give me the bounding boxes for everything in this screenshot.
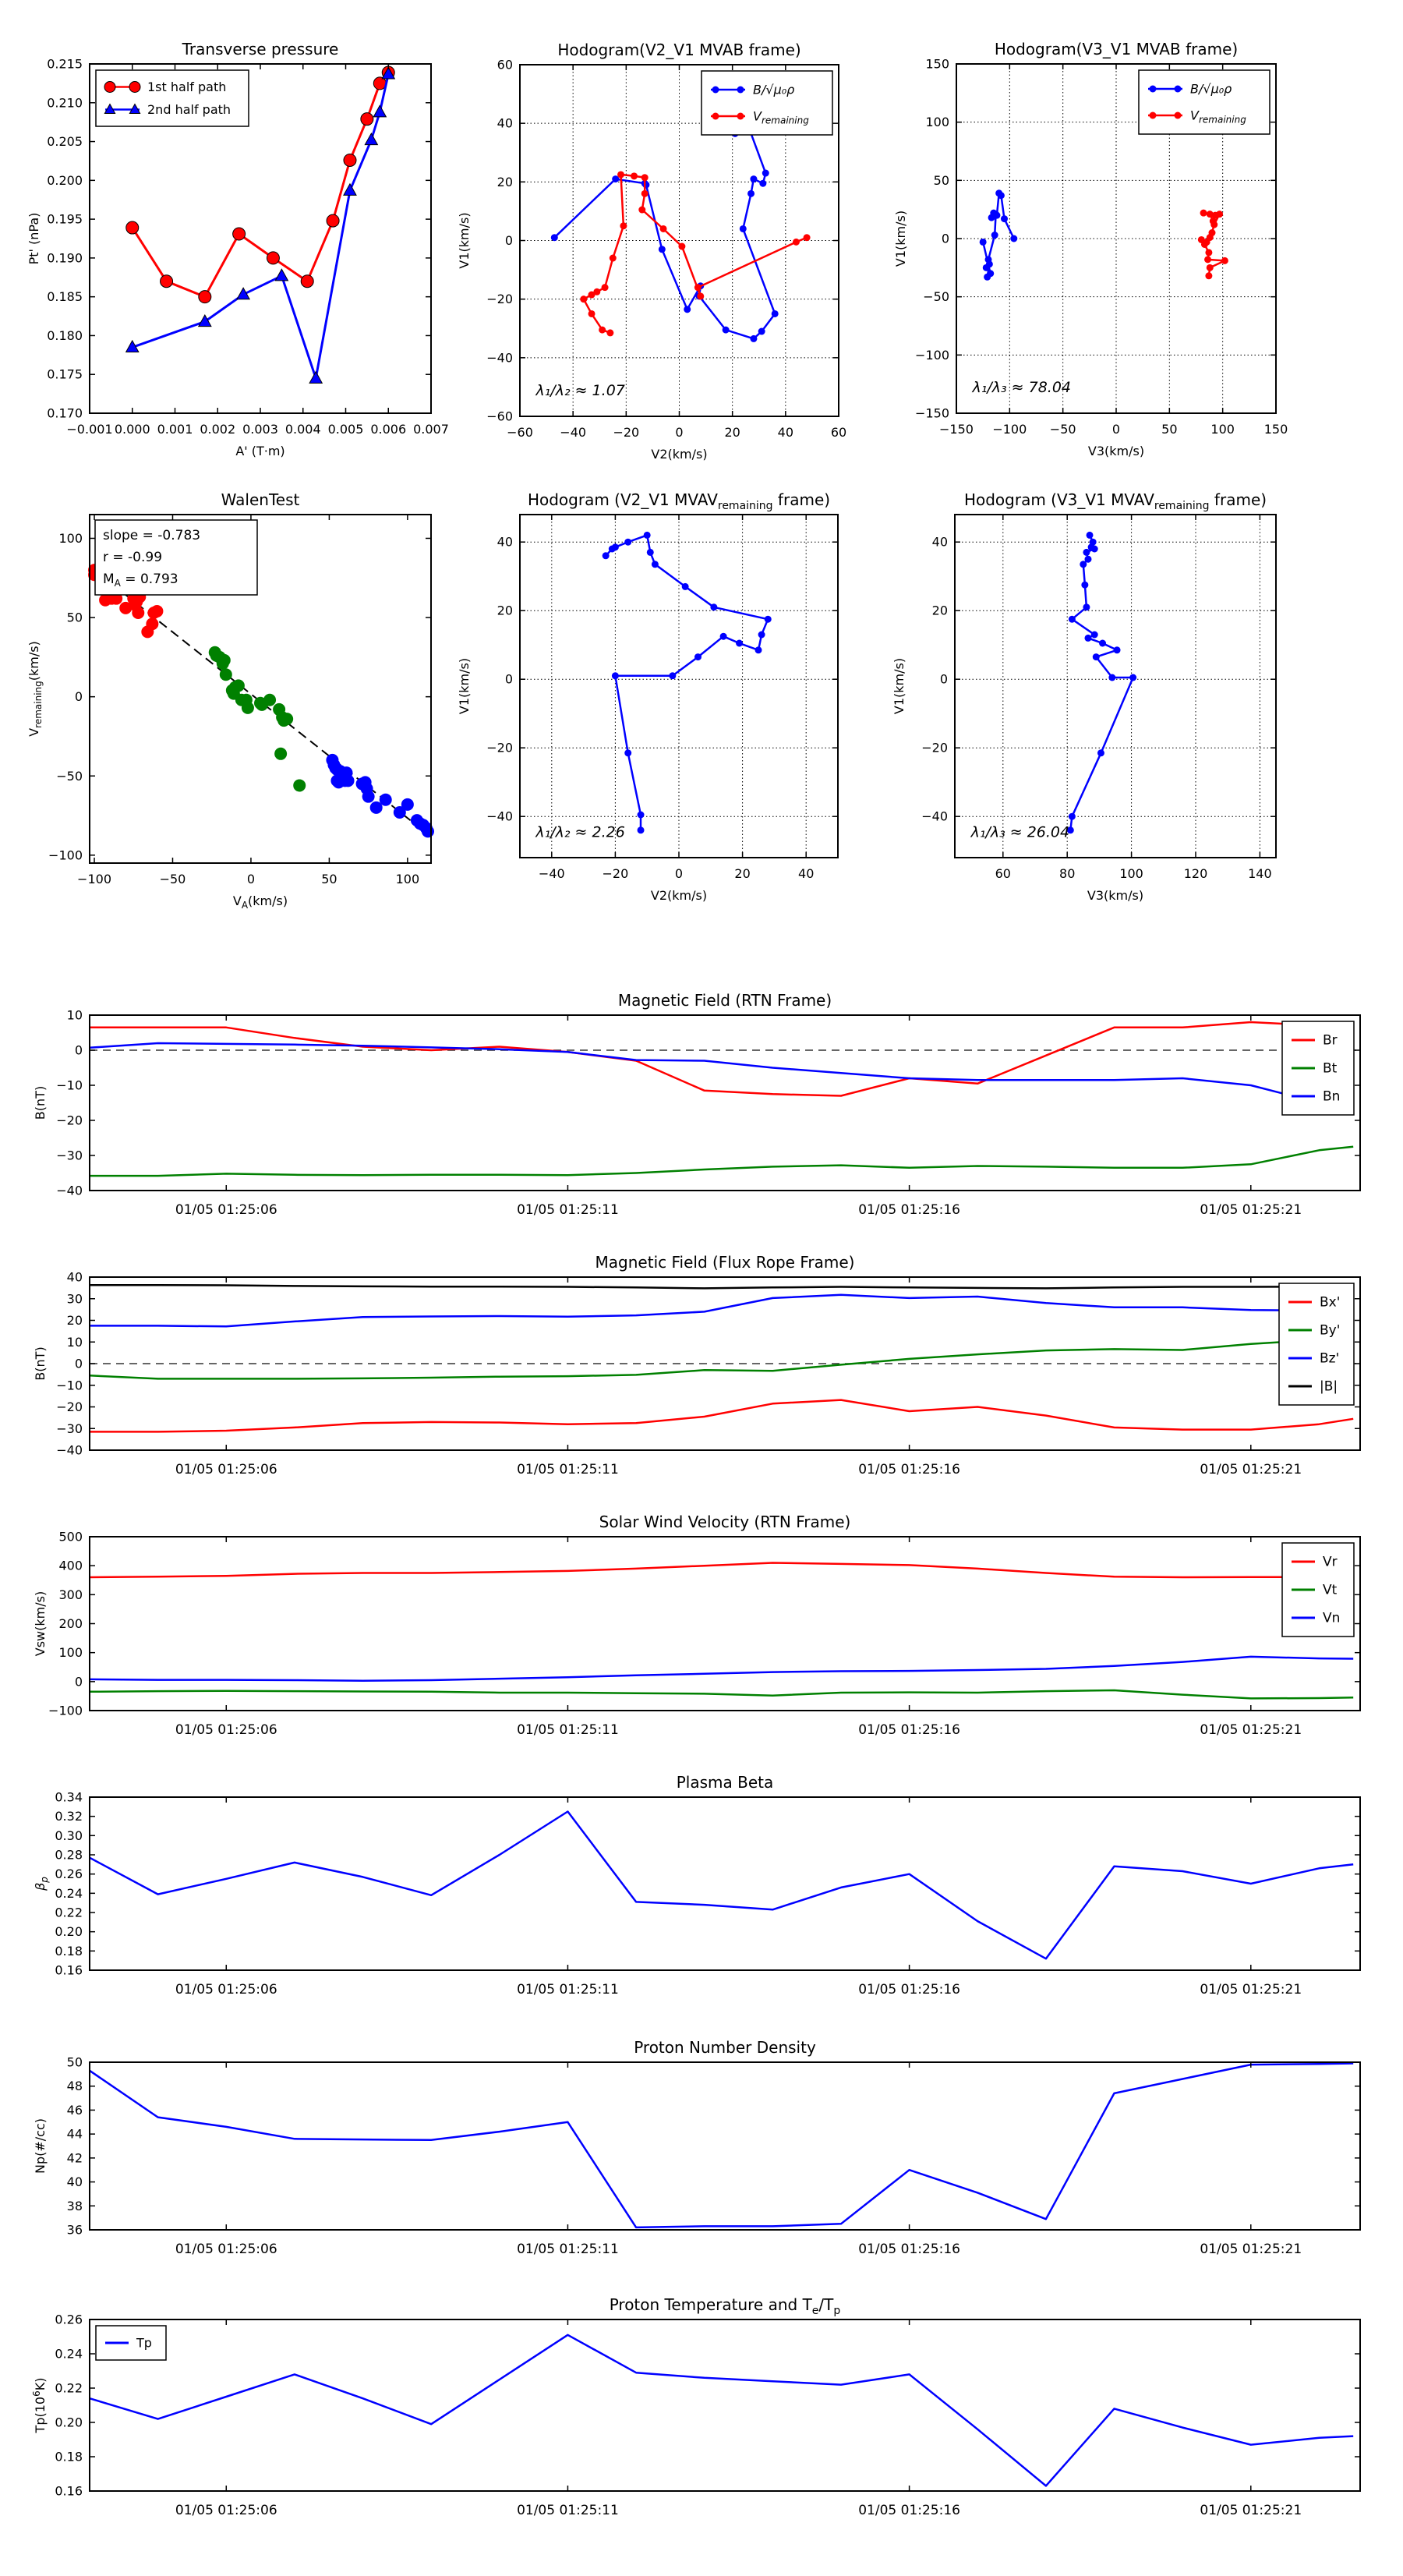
svg-text:0.185: 0.185 bbox=[47, 289, 83, 305]
svg-text:λ₁/λ₂ ≈ 2.26: λ₁/λ₂ ≈ 2.26 bbox=[535, 823, 625, 841]
svg-text:V2(km/s): V2(km/s) bbox=[650, 888, 708, 903]
svg-text:−10: −10 bbox=[56, 1077, 83, 1093]
svg-text:0.18: 0.18 bbox=[55, 2449, 83, 2465]
svg-text:01/05 01:25:21: 01/05 01:25:21 bbox=[1200, 1202, 1302, 1218]
svg-text:Bn: Bn bbox=[1323, 1088, 1341, 1105]
svg-text:r = -0.99: r = -0.99 bbox=[103, 550, 163, 565]
svg-text:01/05 01:25:16: 01/05 01:25:16 bbox=[858, 2503, 960, 2518]
svg-text:60: 60 bbox=[995, 866, 1011, 881]
svg-text:λ₁/λ₃ ≈ 26.04: λ₁/λ₃ ≈ 26.04 bbox=[970, 823, 1070, 841]
svg-text:Magnetic Field (Flux Rope Fram: Magnetic Field (Flux Rope Frame) bbox=[595, 1253, 855, 1272]
svg-text:50: 50 bbox=[66, 610, 83, 625]
svg-text:0: 0 bbox=[1111, 422, 1121, 437]
svg-text:120: 120 bbox=[1183, 866, 1208, 881]
svg-text:−20: −20 bbox=[56, 1399, 83, 1414]
svg-text:01/05 01:25:11: 01/05 01:25:11 bbox=[517, 2242, 619, 2257]
svg-text:λ₁/λ₂ ≈ 1.07: λ₁/λ₂ ≈ 1.07 bbox=[535, 381, 625, 399]
svg-text:01/05 01:25:11: 01/05 01:25:11 bbox=[517, 2503, 619, 2518]
svg-text:Proton Number Density: Proton Number Density bbox=[634, 2038, 816, 2057]
svg-text:0.001: 0.001 bbox=[157, 422, 193, 437]
svg-text:0: 0 bbox=[504, 233, 513, 248]
svg-text:0.175: 0.175 bbox=[47, 366, 83, 382]
svg-text:−30: −30 bbox=[56, 1421, 83, 1436]
svg-text:Tp: Tp bbox=[136, 2335, 152, 2351]
chart-mag-fluxrope bbox=[33, 1253, 1360, 1477]
svg-text:0.30: 0.30 bbox=[55, 1828, 83, 1843]
chart-walen-test bbox=[27, 490, 434, 911]
svg-text:−150: −150 bbox=[915, 405, 949, 421]
svg-text:−100: −100 bbox=[48, 847, 83, 863]
svg-text:80: 80 bbox=[1059, 866, 1076, 881]
svg-text:0: 0 bbox=[74, 689, 83, 705]
svg-text:Vremaining(km/s): $V_{remaining}(km/s)$ bbox=[27, 641, 44, 737]
svg-text:−20: −20 bbox=[486, 740, 513, 755]
svg-text:40: 40 bbox=[66, 2174, 83, 2190]
svg-text:01/05 01:25:16: 01/05 01:25:16 bbox=[858, 1722, 960, 1738]
svg-text:40: 40 bbox=[798, 866, 815, 881]
svg-text:0: 0 bbox=[674, 866, 684, 881]
svg-text:46: 46 bbox=[66, 2102, 83, 2118]
svg-text:By': By' bbox=[1320, 1322, 1341, 1339]
svg-text:WalenTest: WalenTest bbox=[221, 490, 300, 509]
svg-text:0.195: 0.195 bbox=[47, 211, 83, 227]
svg-text:Hodogram (V3_V1 MVAVremaining: Hodogram (V3_V1 $MVAV_{remaining}$ frame) bbox=[963, 490, 1267, 512]
svg-text:01/05 01:25:11: 01/05 01:25:11 bbox=[517, 1462, 619, 1477]
svg-text:0.004: 0.004 bbox=[284, 422, 321, 437]
svg-text:20: 20 bbox=[66, 1313, 83, 1328]
svg-text:0.205: 0.205 bbox=[47, 134, 83, 150]
svg-text:0.170: 0.170 bbox=[47, 405, 83, 421]
svg-text:150: 150 bbox=[1263, 422, 1288, 437]
svg-text:0.006: 0.006 bbox=[370, 422, 407, 437]
svg-text:0.002: 0.002 bbox=[200, 422, 236, 437]
svg-text:0.34: 0.34 bbox=[55, 1789, 83, 1805]
svg-text:100: 100 bbox=[925, 115, 949, 130]
svg-text:0.215: 0.215 bbox=[47, 56, 83, 72]
svg-text:Solar Wind Velocity (RTN Frame: Solar Wind Velocity (RTN Frame) bbox=[599, 1513, 851, 1531]
svg-text:50: 50 bbox=[321, 872, 337, 886]
svg-text:01/05 01:25:11: 01/05 01:25:11 bbox=[517, 1202, 619, 1218]
svg-text:−50: −50 bbox=[159, 872, 186, 886]
chart-hodogram-v3v1-mvab bbox=[893, 40, 1288, 458]
svg-text:20: 20 bbox=[497, 174, 513, 189]
svg-text:40: 40 bbox=[66, 1269, 83, 1285]
chart-plasma-beta bbox=[33, 1773, 1360, 1997]
svg-text:Vremaining: $V_{remaining}$ bbox=[1190, 108, 1246, 126]
svg-text:−40: −40 bbox=[538, 866, 565, 881]
svg-text:−100: −100 bbox=[48, 1703, 83, 1718]
svg-text:0.003: 0.003 bbox=[242, 422, 278, 437]
svg-text:A' (T·m): A' (T·m) bbox=[235, 444, 285, 458]
svg-text:10: 10 bbox=[66, 1007, 83, 1023]
svg-text:0.28: 0.28 bbox=[55, 1847, 83, 1863]
svg-text:Bt: Bt bbox=[1323, 1060, 1338, 1077]
svg-text:0.210: 0.210 bbox=[47, 95, 83, 111]
svg-text:0.24: 0.24 bbox=[55, 1885, 83, 1901]
svg-text:−60: −60 bbox=[507, 425, 533, 440]
svg-text:B/√μ₀ρ: B/√μ₀ρ bbox=[1190, 81, 1232, 97]
svg-text:0.20: 0.20 bbox=[55, 2415, 83, 2430]
chart-mag-rtn bbox=[33, 991, 1360, 1218]
svg-text:50: 50 bbox=[1161, 422, 1178, 437]
svg-text:50: 50 bbox=[66, 2054, 83, 2070]
svg-text:0.22: 0.22 bbox=[55, 1905, 83, 1920]
svg-text:36: 36 bbox=[66, 2222, 83, 2238]
svg-text:Vn: Vn bbox=[1323, 1610, 1341, 1626]
svg-text:01/05 01:25:06: 01/05 01:25:06 bbox=[175, 1722, 277, 1738]
svg-text:Br: Br bbox=[1323, 1032, 1338, 1049]
svg-text:20: 20 bbox=[931, 603, 948, 618]
svg-text:0.200: 0.200 bbox=[47, 172, 83, 188]
svg-text:Vsw(km/s): Vsw(km/s) bbox=[33, 1591, 48, 1657]
svg-text:44: 44 bbox=[66, 2126, 83, 2142]
svg-text:B(nT): B(nT) bbox=[33, 1346, 48, 1381]
svg-text:−20: −20 bbox=[921, 740, 948, 755]
svg-text:−50: −50 bbox=[56, 768, 83, 784]
svg-text:λ₁/λ₃ ≈ 78.04: λ₁/λ₃ ≈ 78.04 bbox=[972, 379, 1072, 397]
svg-text:01/05 01:25:21: 01/05 01:25:21 bbox=[1200, 2503, 1302, 2518]
svg-text:−40: −40 bbox=[921, 809, 948, 824]
svg-text:Bz': Bz' bbox=[1320, 1350, 1340, 1367]
svg-text:01/05 01:25:16: 01/05 01:25:16 bbox=[858, 1202, 960, 1218]
svg-text:1st half path: 1st half path bbox=[147, 80, 227, 94]
svg-text:38: 38 bbox=[66, 2198, 83, 2213]
svg-text:Proton Temperature and Te/Tp: Proton Temperature and $T_e/T_p$ bbox=[609, 2295, 841, 2317]
svg-text:0: 0 bbox=[74, 1042, 83, 1058]
svg-text:01/05 01:25:06: 01/05 01:25:06 bbox=[175, 1982, 277, 1997]
svg-text:−20: −20 bbox=[613, 425, 640, 440]
svg-text:−40: −40 bbox=[560, 425, 587, 440]
svg-text:01/05 01:25:21: 01/05 01:25:21 bbox=[1200, 2242, 1302, 2257]
svg-text:−40: −40 bbox=[486, 350, 513, 366]
svg-text:300: 300 bbox=[58, 1587, 83, 1602]
svg-text:100: 100 bbox=[1210, 422, 1235, 437]
svg-text:01/05 01:25:16: 01/05 01:25:16 bbox=[858, 1982, 960, 1997]
svg-text:Plasma Beta: Plasma Beta bbox=[676, 1773, 774, 1792]
svg-text:βp: $\beta_p$ bbox=[33, 1877, 50, 1891]
svg-text:140: 140 bbox=[1248, 866, 1272, 881]
svg-text:0: 0 bbox=[74, 1356, 83, 1371]
svg-text:0.20: 0.20 bbox=[55, 1924, 83, 1940]
svg-text:01/05 01:25:11: 01/05 01:25:11 bbox=[517, 1722, 619, 1738]
svg-text:−20: −20 bbox=[486, 292, 513, 307]
svg-text:0.18: 0.18 bbox=[55, 1943, 83, 1959]
svg-text:−50: −50 bbox=[923, 289, 949, 305]
svg-text:VA(km/s): $V_A(km/s)$ bbox=[232, 893, 288, 911]
chart-proton-temp bbox=[31, 2295, 1360, 2518]
svg-text:0.16: 0.16 bbox=[55, 2483, 83, 2499]
chart-vsw-rtn bbox=[33, 1513, 1360, 1738]
svg-text:48: 48 bbox=[66, 2079, 83, 2094]
svg-text:V2(km/s): V2(km/s) bbox=[651, 447, 708, 462]
svg-text:V3(km/s): V3(km/s) bbox=[1087, 444, 1145, 458]
svg-text:30: 30 bbox=[66, 1291, 83, 1307]
svg-text:−0.001: −0.001 bbox=[66, 422, 113, 437]
svg-text:0.26: 0.26 bbox=[55, 2312, 83, 2327]
svg-text:100: 100 bbox=[58, 1645, 83, 1661]
svg-text:100: 100 bbox=[1119, 866, 1143, 881]
svg-text:−20: −20 bbox=[56, 1113, 83, 1128]
svg-text:|B|: |B| bbox=[1320, 1378, 1338, 1395]
svg-text:01/05 01:25:06: 01/05 01:25:06 bbox=[175, 1462, 277, 1477]
svg-text:01/05 01:25:06: 01/05 01:25:06 bbox=[175, 2242, 277, 2257]
svg-text:−40: −40 bbox=[486, 809, 513, 824]
svg-text:01/05 01:25:21: 01/05 01:25:21 bbox=[1200, 1982, 1302, 1997]
chart-hodogram-v2v1-mvav bbox=[457, 490, 838, 903]
svg-text:01/05 01:25:21: 01/05 01:25:21 bbox=[1200, 1462, 1302, 1477]
svg-text:01/05 01:25:11: 01/05 01:25:11 bbox=[517, 1982, 619, 1997]
svg-text:Hodogram (V2_V1 MVAVremaining: Hodogram (V2_V1 $MVAV_{remaining}$ frame) bbox=[527, 490, 831, 512]
svg-text:100: 100 bbox=[395, 872, 420, 886]
svg-text:Np(#/cc): Np(#/cc) bbox=[33, 2118, 48, 2174]
svg-text:−50: −50 bbox=[1049, 422, 1076, 437]
svg-text:60: 60 bbox=[497, 57, 513, 73]
svg-text:20: 20 bbox=[497, 603, 513, 618]
svg-text:−60: −60 bbox=[486, 409, 513, 424]
svg-text:−20: −20 bbox=[602, 866, 629, 881]
svg-text:0: 0 bbox=[504, 671, 513, 687]
svg-text:500: 500 bbox=[58, 1529, 83, 1545]
svg-text:42: 42 bbox=[66, 2150, 83, 2166]
svg-text:slope = -0.783: slope = -0.783 bbox=[103, 528, 201, 543]
svg-text:400: 400 bbox=[58, 1558, 83, 1573]
svg-text:40: 40 bbox=[777, 425, 794, 440]
svg-text:40: 40 bbox=[497, 115, 513, 131]
svg-text:100: 100 bbox=[58, 530, 83, 546]
svg-text:MA = 0.793: $M_A = 0.793$ bbox=[103, 571, 178, 589]
svg-text:0.000: 0.000 bbox=[114, 422, 150, 437]
chart-hodogram-v3v1-mvav bbox=[892, 490, 1276, 903]
svg-text:50: 50 bbox=[933, 172, 949, 188]
svg-text:V1(km/s): V1(km/s) bbox=[457, 212, 472, 269]
svg-text:0.22: 0.22 bbox=[55, 2380, 83, 2396]
svg-text:200: 200 bbox=[58, 1616, 83, 1631]
svg-text:V1(km/s): V1(km/s) bbox=[457, 657, 472, 715]
svg-text:60: 60 bbox=[830, 425, 847, 440]
svg-text:0.16: 0.16 bbox=[55, 1962, 83, 1978]
chart-proton-density bbox=[33, 2038, 1360, 2257]
svg-text:150: 150 bbox=[925, 56, 949, 72]
svg-text:0: 0 bbox=[941, 231, 949, 246]
svg-text:Tp(106K): $Tp(10^6K)$ bbox=[30, 2377, 48, 2433]
svg-text:01/05 01:25:06: 01/05 01:25:06 bbox=[175, 1202, 277, 1218]
svg-text:V1(km/s): V1(km/s) bbox=[893, 210, 908, 267]
svg-text:0.005: 0.005 bbox=[327, 422, 364, 437]
svg-text:−100: −100 bbox=[77, 872, 112, 886]
svg-text:Hodogram(V3_V1 MVAB frame): Hodogram(V3_V1 MVAB frame) bbox=[994, 40, 1239, 58]
svg-text:−150: −150 bbox=[939, 422, 974, 437]
svg-text:01/05 01:25:21: 01/05 01:25:21 bbox=[1200, 1722, 1302, 1738]
svg-text:−30: −30 bbox=[56, 1148, 83, 1163]
svg-text:0.180: 0.180 bbox=[47, 327, 83, 343]
svg-text:0: 0 bbox=[675, 425, 684, 440]
svg-text:40: 40 bbox=[497, 534, 513, 550]
svg-text:0.26: 0.26 bbox=[55, 1867, 83, 1882]
svg-text:20: 20 bbox=[734, 866, 751, 881]
svg-text:0: 0 bbox=[246, 872, 256, 886]
svg-text:V1(km/s): V1(km/s) bbox=[892, 657, 906, 715]
svg-text:B(nT): B(nT) bbox=[33, 1085, 48, 1120]
svg-text:0: 0 bbox=[74, 1674, 83, 1690]
svg-text:Transverse pressure: Transverse pressure bbox=[182, 40, 339, 58]
chart-transverse-pressure bbox=[27, 40, 449, 458]
chart-hodogram-v2v1-mvab bbox=[457, 41, 846, 462]
svg-text:01/05 01:25:16: 01/05 01:25:16 bbox=[858, 1462, 960, 1477]
svg-text:−100: −100 bbox=[915, 347, 949, 363]
svg-text:−100: −100 bbox=[992, 422, 1027, 437]
svg-text:2nd half path: 2nd half path bbox=[147, 102, 231, 117]
svg-text:Vremaining: $V_{remaining}$ bbox=[753, 108, 809, 126]
svg-text:Pt' (nPa): Pt' (nPa) bbox=[27, 212, 41, 265]
svg-text:B/√μ₀ρ: B/√μ₀ρ bbox=[753, 82, 795, 97]
svg-text:01/05 01:25:16: 01/05 01:25:16 bbox=[858, 2242, 960, 2257]
svg-text:40: 40 bbox=[931, 534, 948, 550]
svg-text:10: 10 bbox=[66, 1334, 83, 1350]
svg-text:−10: −10 bbox=[56, 1378, 83, 1393]
svg-text:01/05 01:25:06: 01/05 01:25:06 bbox=[175, 2503, 277, 2518]
svg-text:20: 20 bbox=[724, 425, 740, 440]
svg-text:V3(km/s): V3(km/s) bbox=[1087, 888, 1144, 903]
svg-text:0.007: 0.007 bbox=[413, 422, 449, 437]
svg-text:0.32: 0.32 bbox=[55, 1809, 83, 1824]
svg-text:Bx': Bx' bbox=[1320, 1294, 1341, 1311]
svg-text:0.190: 0.190 bbox=[47, 250, 83, 266]
svg-text:Vt: Vt bbox=[1323, 1582, 1338, 1598]
svg-text:Magnetic Field (RTN Frame): Magnetic Field (RTN Frame) bbox=[617, 991, 832, 1010]
svg-text:Vr: Vr bbox=[1323, 1554, 1338, 1570]
svg-text:Hodogram(V2_V1 MVAB frame): Hodogram(V2_V1 MVAB frame) bbox=[557, 41, 801, 59]
svg-text:0.24: 0.24 bbox=[55, 2346, 83, 2362]
svg-text:−40: −40 bbox=[56, 1183, 83, 1198]
svg-text:−40: −40 bbox=[56, 1442, 83, 1458]
svg-text:0: 0 bbox=[939, 671, 948, 687]
